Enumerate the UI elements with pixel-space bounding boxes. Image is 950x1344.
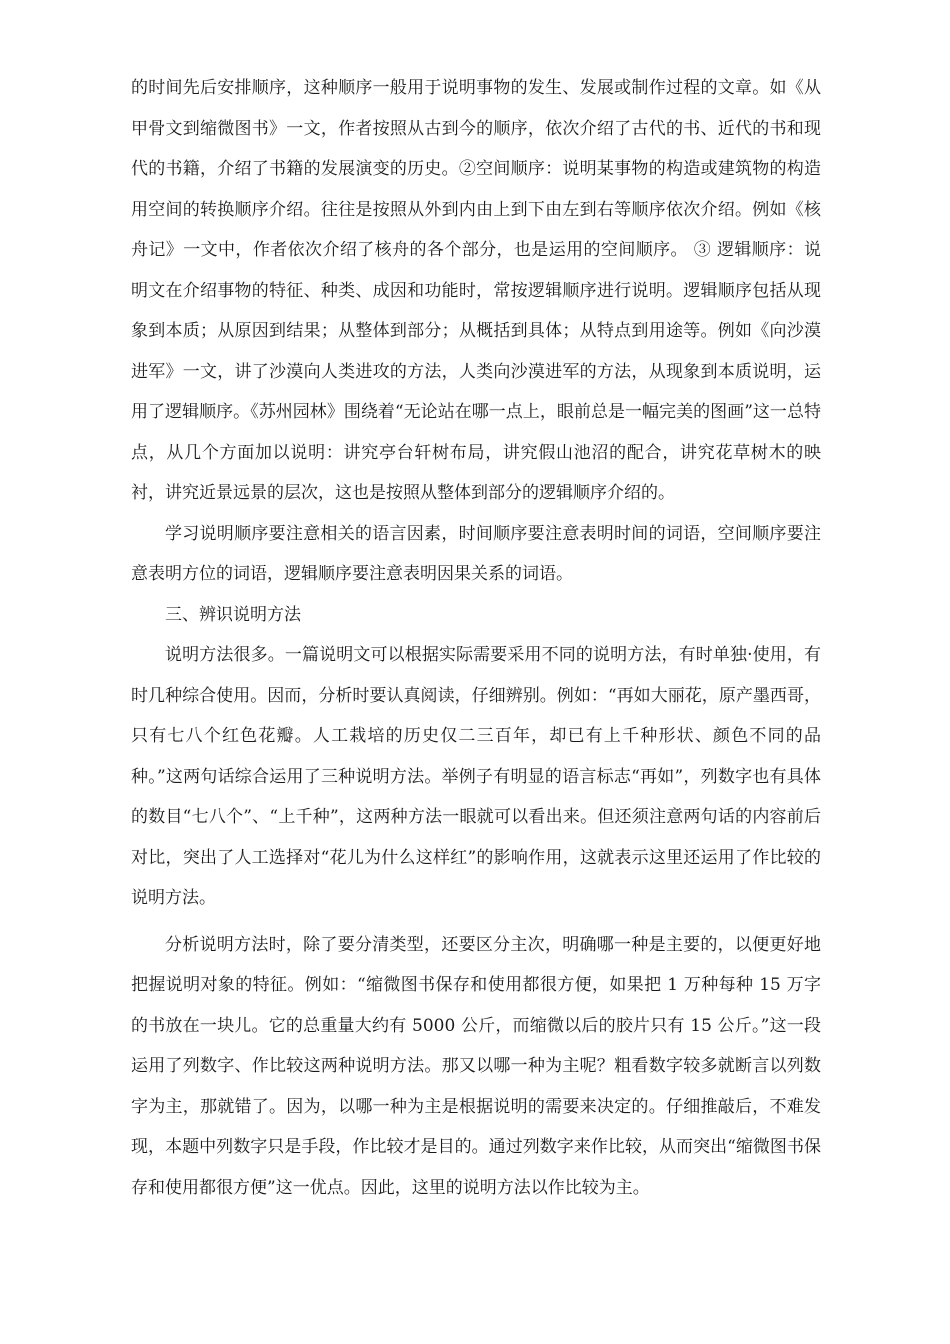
paragraph-sequence-types: 的时间先后安排顺序，这种顺序一般用于说明事物的发生、发展或制作过程的文章。如《从甲骨文到缩微图书》一文，作者按照从古到今的顺序，依次介绍了古代的书、近代的书和现代的书籍，介绍了书籍的发展演变的历史。②空间顺序：说明某事物的构造或建筑物的构造用空间的转换顺序介绍。往往是按照从外到内由上到下由左到右等顺序依次介绍。例如《核舟记》一文中，作者依次介绍了核舟的各个部分，也是运用的空间顺序。 ③ 逻辑顺序：说明文在介绍事物的特征、种类、成因和功能时，常按逻辑顺序进行说明。逻辑顺序包括从现象到本质；从原因到结果；从整体到部分；从概括到具体；从特点到用途等。例如《向沙漠进军》一文，讲了沙漠向人类进攻的方法，人类向沙漠进军的方法，从现象到本质说明，运用了逻辑顺序。《苏州园林》围绕着“无论站在哪一点上，眼前总是一幅完美的图画”这一总特点，从几个方面加以说明：讲究亭台轩树布局，讲究假山池沼的配合，讲究花草树木的映衬，讲究近景远景的层次，这也是按照从整体到部分的逻辑顺序介绍的。 bbox=[131, 78, 821, 503]
paragraph-method-priority: 分析说明方法时，除了要分清类型，还要区分主次，明确哪一种是主要的，以便更好地把握说明对象的特征。例如：“缩微图书保存和使用都很方便，如果把 1 万种每种 15 万字的书放在一块儿。它的总重量大约有 5000 公斤，而缩微以后的胶片只有 15 公斤。”这一段运用了列数字、作比较这两种说明方法。那又以哪一种为主呢？粗看数字较多就断言以列数字为主，那就错了。因为，以哪一种为主是根据说明的需要来决定的。仔细推敲后，不难发现，本题中列数字只是手段，作比较才是目的。通过列数字来作比较，从而突出“缩微图书保存和使用都很方便”这一优点。因此，这里的说明方法以作比较为主。 bbox=[131, 934, 821, 1198]
section-heading-methods: 三、辨识说明方法 bbox=[165, 604, 301, 625]
document-body bbox=[131, 68, 821, 1208]
paragraph-language-factors: 学习说明顺序要注意相关的语言因素，时间顺序要注意表明时间的词语，空间顺序要注意表明方位的词语，逻辑顺序要注意表明因果关系的词语。 bbox=[131, 523, 821, 584]
paragraph-method-examples: 说明方法很多。一篇说明文可以根据实际需要采用不同的说明方法，有时单独·使用，有时几种综合使用。因而，分析时要认真阅读，仔细辨别。例如：“再如大丽花，原产墨西哥，只有七八个红色花瓣。人工栽培的历史仅二三百年，却已有上千种形状、颜色不同的品种。”这两句话综合运用了三种说明方法。举例子有明显的语言标志“再如”，列数字也有具体的数目“七八个”、“上千种”，这两种方法一眼就可以看出来。但还须注意两句话的内容前后对比，突出了人工选择对“花儿为什么这样红”的影响作用，这就表示这里还运用了作比较的说明方法。 bbox=[131, 645, 821, 908]
